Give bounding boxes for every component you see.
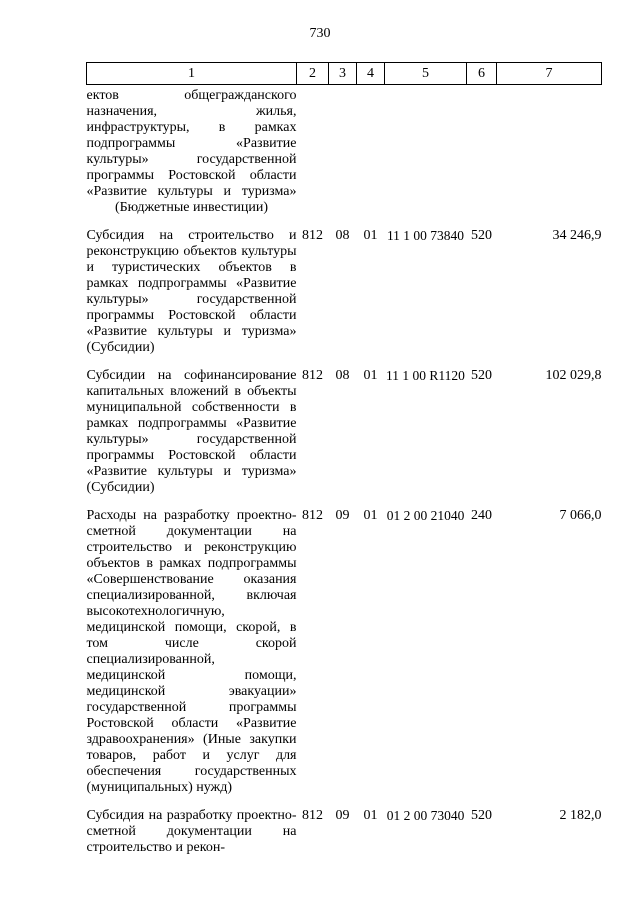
row-description: ектов общегражданского назначения, жилья, инфраструктуры, в рамках подпрограммы «Развитие культуры» государственной программы Ростовской области «Развитие культуры и туризма» (Бюджетные инвестиции) xyxy=(86,88,297,215)
column-header-target-article: 5 xyxy=(385,63,467,85)
column-header-section: 3 xyxy=(329,63,357,85)
row-section: 08 xyxy=(335,228,350,243)
row-amount xyxy=(497,85,602,229)
page-number: 730 xyxy=(309,26,331,41)
column-header-amount: 7 xyxy=(497,63,602,85)
row-section: 09 xyxy=(335,508,350,523)
budget-table xyxy=(86,62,602,868)
row-subsection: 01 xyxy=(363,808,378,823)
row-amount: 102 029,8 xyxy=(545,368,602,383)
row-subsection: 01 xyxy=(363,368,378,383)
row-section: 09 xyxy=(335,808,350,823)
column-header-description: 1 xyxy=(87,63,297,85)
column-header-subsection: 4 xyxy=(357,63,385,85)
row-expense-type: 240 xyxy=(471,508,492,523)
table-header-row xyxy=(87,63,602,85)
row-ministry: 812 xyxy=(302,228,323,243)
row-description: Субсидия на строительство и реконструкцию объектов культуры и туристических объектов в рамках подпрограммы «Развитие культуры» государственной программы Ростовской области «Развитие культуры и туризма» (Субсидии) xyxy=(86,228,297,355)
row-subsection: 01 xyxy=(363,508,378,523)
table-row xyxy=(87,228,602,368)
table-row xyxy=(87,368,602,508)
row-description: Субсидии на софинансирование капитальных вложений в объекты муниципальной собственности в рамках подпрограммы «Развитие культуры» государственной программы Ростовской области «Развитие культуры и туризма» (Субсидии) xyxy=(86,368,297,495)
row-section xyxy=(329,85,357,229)
row-target-article: 01 2 00 73040 xyxy=(386,808,465,823)
row-ministry: 812 xyxy=(302,508,323,523)
row-description: Субсидия на разработку проектно-сметной документации на строительство и рекон- xyxy=(86,808,297,855)
row-amount: 2 182,0 xyxy=(559,808,602,823)
row-target-article: 01 2 00 21040 xyxy=(386,508,465,523)
table-row xyxy=(87,85,602,229)
row-ministry: 812 xyxy=(302,368,323,383)
column-header-expense-type: 6 xyxy=(467,63,497,85)
table-row xyxy=(87,508,602,808)
column-header-ministry: 2 xyxy=(297,63,329,85)
row-target-article: 11 1 00 R1120 xyxy=(386,368,465,383)
row-expense-type: 520 xyxy=(471,808,492,823)
row-expense-type xyxy=(467,85,497,229)
row-expense-type: 520 xyxy=(471,368,492,383)
row-expense-type: 520 xyxy=(471,228,492,243)
row-subsection: 01 xyxy=(363,228,378,243)
row-ministry: 812 xyxy=(302,808,323,823)
row-description: Расходы на разработку проектно-сметной документации на строительство и реконструкцию объектов в рамках подпрограммы «Совершенствование оказания специализированной, включая высокотехнологичную, медицинской помощи, скорой, в том числе скорой специализированной, медицинской помощи, медицинской эвакуации» государственной программы Ростовской области «Развитие здравоохранения» (Иные закупки товаров, работ и услуг для обеспечения государственных (муниципальных) нужд) xyxy=(86,508,297,795)
row-amount: 7 066,0 xyxy=(559,508,602,523)
table-row xyxy=(87,808,602,868)
row-section: 08 xyxy=(335,368,350,383)
row-target-article xyxy=(385,85,467,229)
row-subsection xyxy=(357,85,385,229)
row-ministry xyxy=(297,85,329,229)
row-amount: 34 246,9 xyxy=(552,228,602,243)
row-target-article: 11 1 00 73840 xyxy=(386,228,465,243)
